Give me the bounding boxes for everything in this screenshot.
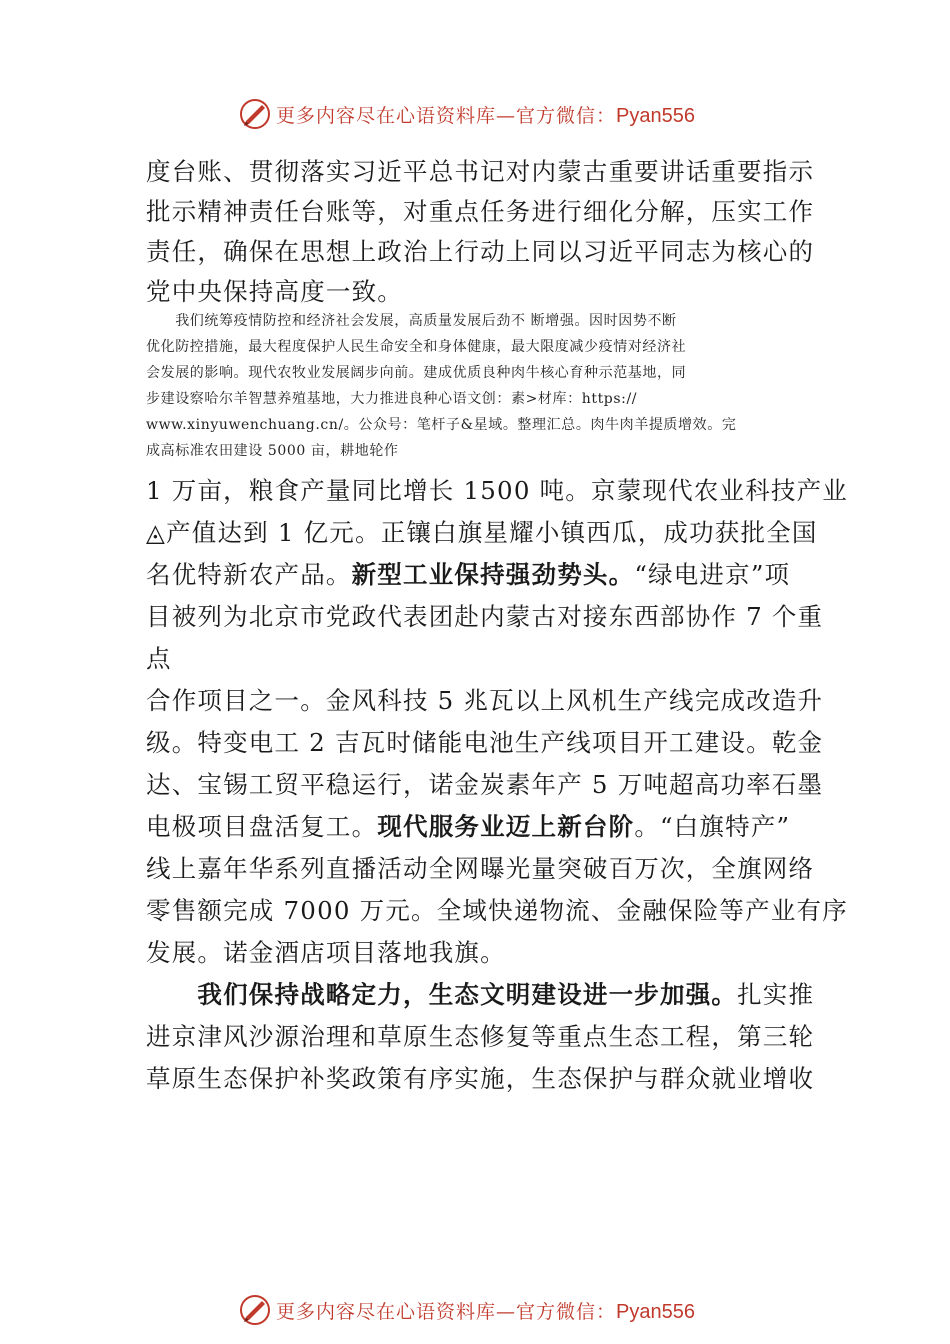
bold-heading-industry: 新型工业保持强劲势头。: [351, 560, 635, 589]
text-line: 级。特变电工 2 吉瓦时储能电池生产线项目开工建设。乾金: [146, 728, 824, 757]
footer-banner: [238, 1292, 738, 1328]
main-paragraphs: [146, 470, 848, 1100]
text-line: 达、宝锡工贸平稳运行，诺金炭素年产 5 万吨超高功率石墨: [146, 770, 824, 799]
text-line: ◬产值达到 1 亿元。正镶白旗星耀小镇西瓜，成功获批全国: [146, 518, 818, 547]
text-line: 1 万亩，粮食产量同比增长 1500 吨。京蒙现代农业科技产业: [146, 476, 848, 505]
bold-heading-ecology: 我们保持战略定力，生态文明建设进一步加强。: [197, 980, 738, 1009]
text-line: 目被列为北京市党政代表团赴内蒙古对接东西部协作 7 个重: [146, 602, 824, 631]
pen-logo-icon: [238, 97, 272, 131]
small-text-line: www.xinyuwenchuang.cn/。公众号：笔杆子&星域。整理汇总。肉牛肉羊提质增效。完: [146, 417, 737, 433]
small-text-line: 会发展的影响。现代农牧业发展阔步向前。建成优质良种肉牛核心育种示范基地，同: [146, 365, 687, 381]
small-text-line: 优化防控措施，最大程度保护人民生命安全和身体健康，最大限度减少疫情对经济社: [146, 339, 687, 355]
pen-logo-icon: [238, 1293, 272, 1327]
banner-text: 更多内容尽在心语资料库—官方微信：Pyan556: [276, 104, 695, 127]
paragraph-continued: [146, 152, 815, 312]
small-text-line: 步建设察哈尔羊智慧养殖基地，大力推进良种心语文创：素>材库：https://: [146, 391, 638, 407]
bold-heading-services: 现代服务业迈上新台阶: [377, 812, 635, 841]
header-banner: [238, 96, 738, 132]
text-line: 点: [146, 644, 172, 673]
text-line: 线上嘉年华系列直播活动全网曝光量突破百万次，全旗网络: [146, 854, 815, 883]
text-line: 批示精神责任台账等，对重点任务进行细化分解，压实工作: [146, 197, 815, 226]
text-line: 发展。诺金酒店项目落地我旗。: [146, 938, 506, 967]
inserted-small-paragraph: [146, 308, 808, 464]
text-line: 进京津风沙源治理和草原生态修复等重点生态工程，第三轮: [146, 1022, 815, 1051]
text-line: 零售额完成 7000 万元。全域快递物流、金融保险等产业有序: [146, 896, 848, 925]
text-line: 合作项目之一。金风科技 5 兆瓦以上风机生产线完成改造升: [146, 686, 824, 715]
text-line: 我们保持战略定力，生态文明建设进一步加强。扎实推: [197, 980, 815, 1009]
text-line: 责任，确保在思想上政治上行动上同以习近平同志为核心的: [146, 237, 815, 266]
small-text-line: 成高标准农田建设 5000 亩，耕地轮作: [146, 443, 399, 459]
text-line: 度台账、贯彻落实习近平总书记对内蒙古重要讲话重要指示: [146, 157, 815, 186]
text-line: 党中央保持高度一致。: [146, 277, 403, 306]
text-line: 名优特新农产品。新型工业保持强劲势头。“绿电进京”项: [146, 560, 791, 589]
small-text-line: 我们统筹疫情防控和经济社会发展，高质量发展后劲不 断增强。因时因势不断: [146, 313, 677, 329]
text-line: 电极项目盘活复工。现代服务业迈上新台阶。“白旗特产”: [146, 812, 791, 841]
text-line: 草原生态保护补奖政策有序实施，生态保护与群众就业增收: [146, 1064, 815, 1093]
banner-text: 更多内容尽在心语资料库—官方微信：Pyan556: [276, 1300, 695, 1323]
